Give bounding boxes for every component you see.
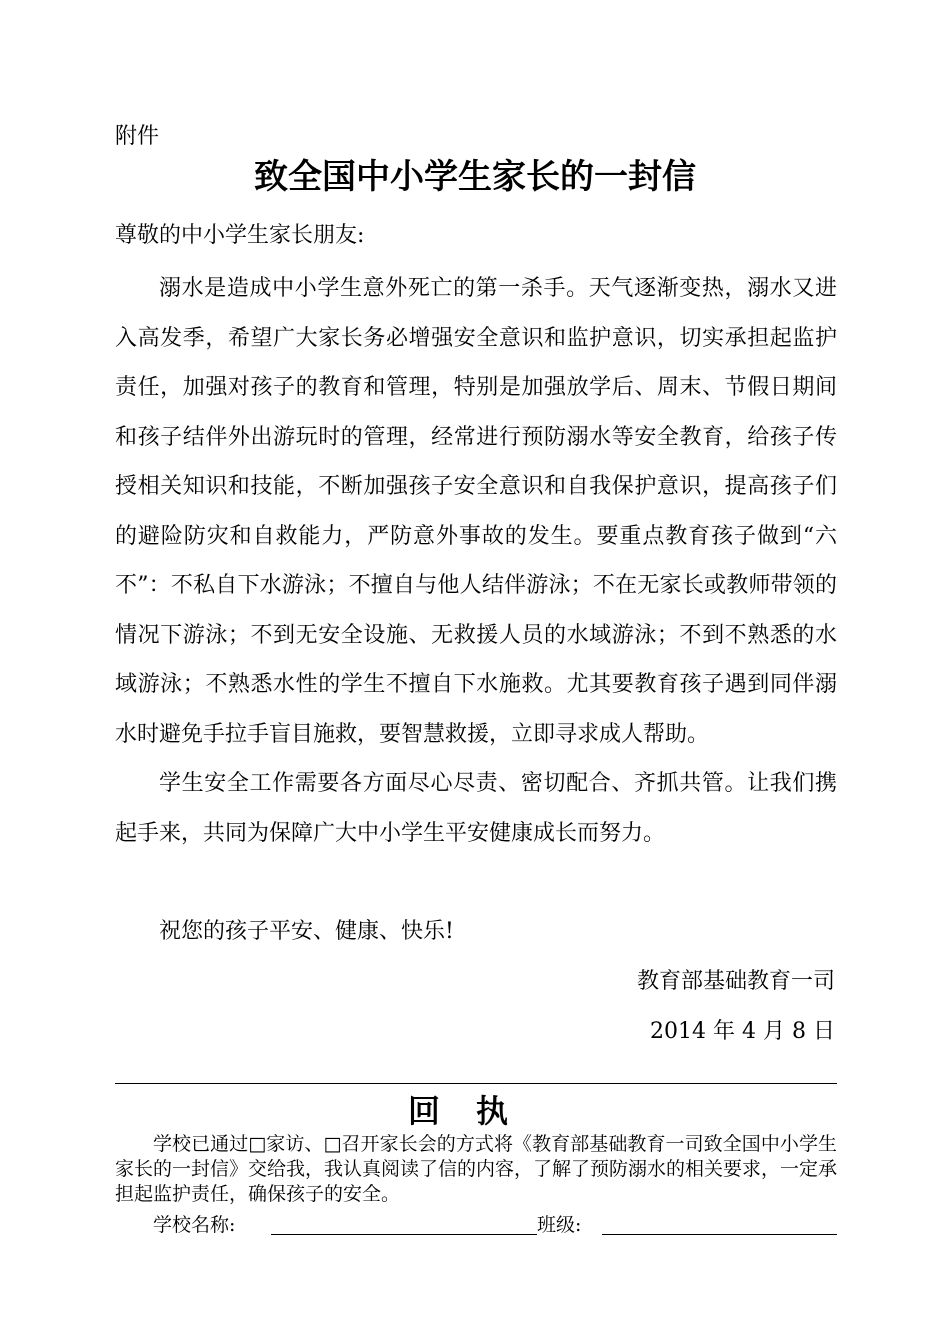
receipt-fill-row bbox=[115, 1213, 837, 1237]
school-name-blank[interactable] bbox=[271, 1234, 537, 1235]
receipt-body bbox=[115, 1132, 837, 1207]
closing-blessing: 祝您的孩子平安、健康、快乐! bbox=[159, 919, 454, 944]
signature-date: 2014 年 4 月 8 日 bbox=[650, 1019, 835, 1044]
school-name-label: 学校名称: bbox=[153, 1214, 236, 1236]
body-paragraph: 学生安全工作需要各方面尽心尽责、密切配合、齐抓共管。让我们携起手来，共同为保障广大中小学生平安健康成长而努力。 bbox=[115, 771, 837, 846]
signature-organization: 教育部基础教育一司 bbox=[636, 969, 835, 994]
receipt-text: 学校已通过□家访、□召开家长会的方式将《教育部基础教育一司致全国中小学生家长的一封信》交给我，我认真阅读了信的内容，了解了预防溺水的相关要求，一定承担起监护责任，确保孩子的安全。 bbox=[115, 1133, 838, 1205]
attachment-label: 附件 bbox=[115, 124, 160, 149]
class-blank[interactable] bbox=[602, 1234, 837, 1235]
body-paragraph: 溺水是造成中小学生意外死亡的第一杀手。天气逐渐变热，溺水又进入高发季，希望广大家长务必增强安全意识和监护意识，切实承担起监护责任，加强对孩子的教育和管理，特别是加强放学后、周末、节假日期间和孩子结伴外出游玩时的管理，经常进行预防溺水等安全教育，给孩子传授相关知识和技能，不断加强孩子安全意识和自我保护意识，提高孩子们的避险防灾和自救能力，严防意外事故的发生。要重点教育孩子做到“六不”：不私自下水游泳；不擅自与他人结伴游泳；不在无家长或教师带领的情况下游泳；不到无安全设施、无救援人员的水域游泳；不到不熟悉的水域游泳；不熟悉水性的学生不擅自下水施救。尤其要教育孩子遇到同伴溺水时避免手拉手盲目施救，要智慧救援，立即寻求成人帮助。 bbox=[115, 276, 837, 747]
receipt-divider bbox=[115, 1083, 837, 1084]
salutation: 尊敬的中小学生家长朋友: bbox=[115, 223, 365, 248]
letter-title: 致全国中小学生家长的一封信 bbox=[254, 157, 696, 197]
letter-body bbox=[115, 264, 837, 858]
receipt-title: 回执 bbox=[407, 1092, 544, 1130]
class-label: 班级: bbox=[537, 1214, 582, 1236]
